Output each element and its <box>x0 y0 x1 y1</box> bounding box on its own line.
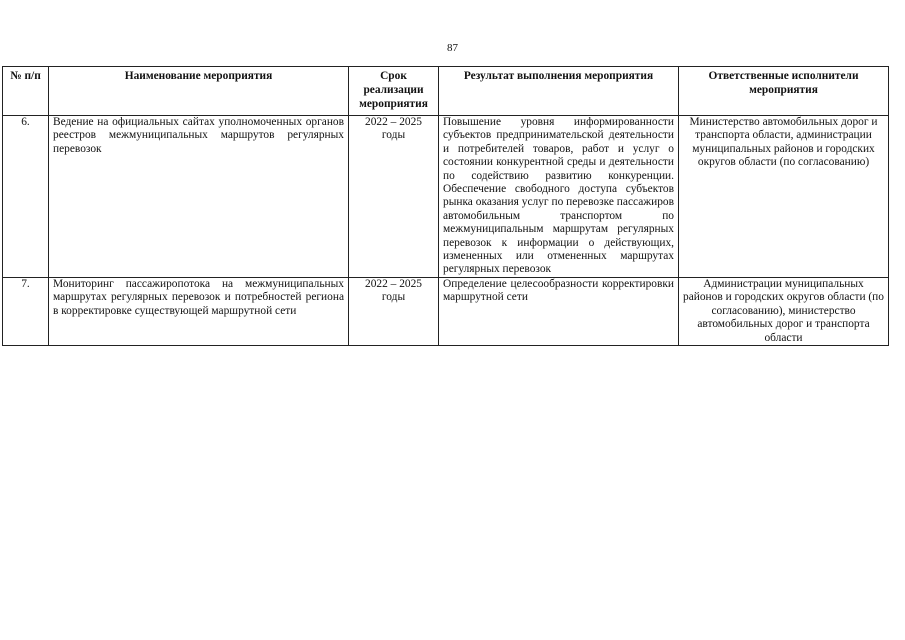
row-term: 2022 – 2025 годы <box>349 277 439 345</box>
header-num: № п/п <box>3 67 49 116</box>
table-row <box>3 277 889 345</box>
row-activity-name: Мониторинг пассажиропотока на межмуниципальных маршрутах регулярных перевозок и потребностей региона в корректировке существующей маршрутной сети <box>49 277 349 345</box>
header-responsible: Ответственные исполнители мероприятия <box>679 67 889 116</box>
row-activity-name: Ведение на официальных сайтах уполномоченных органов реестров межмуниципальных маршрутов регулярных перевозок <box>49 116 349 278</box>
row-num: 6. <box>3 116 49 278</box>
header-term: Срок реализации мероприятия <box>349 67 439 116</box>
row-num: 7. <box>3 277 49 345</box>
table-header-row <box>3 67 889 116</box>
header-name: Наименование мероприятия <box>49 67 349 116</box>
row-responsible: Администрации муниципальных районов и городских округов области (по согласованию), министерство автомобильных дорог и транспорта области <box>679 277 889 345</box>
header-result: Результат выполнения мероприятия <box>439 67 679 116</box>
row-term: 2022 – 2025 годы <box>349 116 439 278</box>
row-result: Определение целесообразности корректировки маршрутной сети <box>439 277 679 345</box>
page-number: 87 <box>447 42 458 54</box>
row-result: Повышение уровня информированности субъектов предпринимательской деятельности и потребителей товаров, работ и услуг о состоянии конкурентной среды и деятельности по содействию развитию конкуренции. Обеспечение свободного доступа субъектов рынка оказания услуг по перевозке пассажиров автомобильным транспортом по межмуниципальным маршрутам регулярных перевозок к информации о действующих, измененных или отмененных маршрутах регулярных перевозок <box>439 116 679 278</box>
table-row <box>3 116 889 278</box>
activities-table <box>2 66 889 346</box>
row-responsible: Министерство автомобильных дорог и транспорта области, администрации муниципальных районов и городских округов области (по согласованию) <box>679 116 889 278</box>
